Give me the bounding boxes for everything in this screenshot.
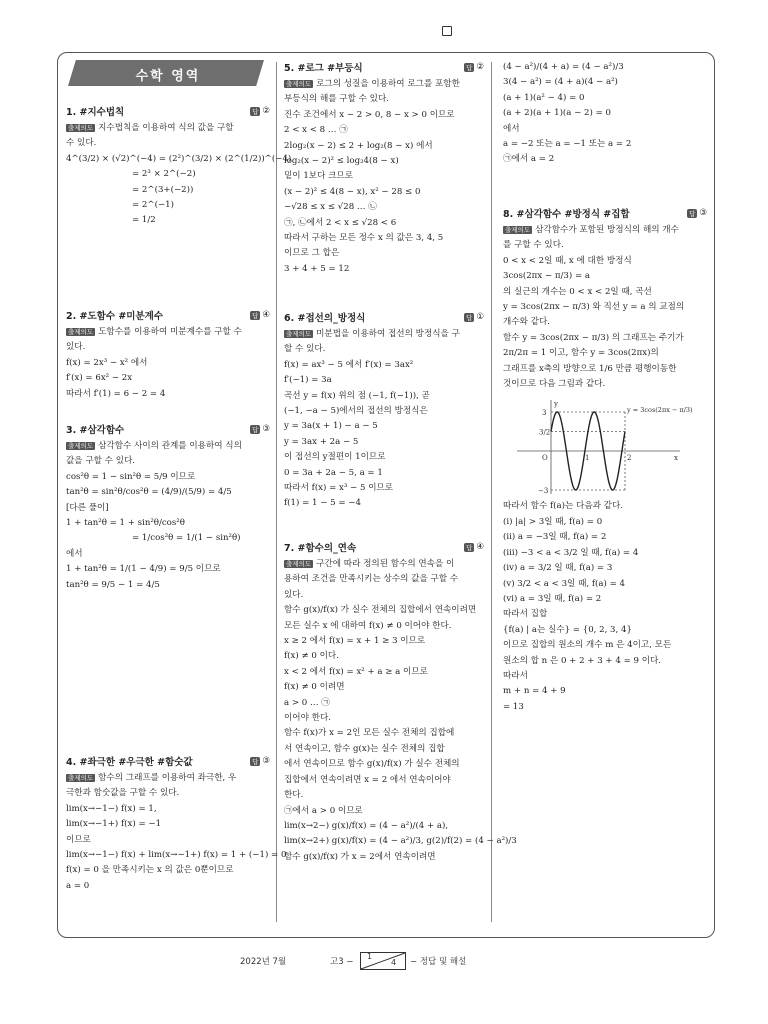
solution-line: 3 + 4 + 5 = 12 [284,263,350,274]
answer-label: 답 [252,311,259,320]
problem [284,60,484,277]
solution-line: 이므로 집합의 원소의 개수 m 은 4이고, 모든 [503,640,672,651]
answer-badge [250,424,270,434]
solution-line: ㉠에서 a > 0 이므로 [284,805,363,816]
solution-line: = 2^(−1) [132,200,174,211]
problem-header [66,104,270,118]
solution-line: a = 0 [66,880,90,891]
solution-line: lim(x→−1+) f(x) = −1 [66,819,162,830]
solution-line: 출제의도 구간에 따라 정의된 함수의 연속을 이 [286,559,455,569]
solution-line: = 1/cos²θ = 1/(1 − sin²θ) [132,533,241,544]
answer-badge [464,542,484,552]
problem-title: 1. #지수법칙 [66,107,125,118]
answer-value: ① [476,312,484,322]
solution-line: 값을 구할 수 있다. [66,456,136,467]
intent-tag: 출제의도 [68,124,94,132]
page-number: 1 [367,952,373,961]
solution-line: 0 = 3a + 2a − 5, a = 1 [284,467,383,478]
solution-line: 4^(3/2) × (√2)^(−4) = (2²)^(3/2) × (2^(1/2))^(−4) [66,153,292,164]
solution-line: f′(x) = 6x² − 2x [66,373,133,384]
solution-line: 1 + tan²θ = 1/(1 − 4/9) = 9/5 이므로 [66,564,221,575]
solution-line: f(x) = 2x³ − x² 에서 [66,357,148,368]
solution-line: a > 0 … ㉠ [284,697,330,708]
solution-line: y = 3ax + 2a − 5 [284,436,359,447]
solution-line: x < 2 에서 f(x) = x² + a ≥ a 이므로 [284,666,428,677]
section-banner [66,60,270,86]
problem-header [284,540,484,554]
solution-line: 함수 g(x)/f(x) 가 실수 전체의 집합에서 연속이려면 [284,605,477,616]
problem-title: 5. #로그 #부등식 [284,63,363,74]
y-axis-label: y [554,400,558,409]
y-tick-label: 3/2 [539,428,551,437]
solution-line: y = 3a(x + 1) − a − 5 [284,421,378,432]
solution-line: 따라서 f′(1) = 6 − 2 = 4 [66,388,166,399]
answer-label: 답 [252,425,259,434]
problem [66,308,270,402]
solution-line: lim(x→2−) g(x)/f(x) = (4 − a²)/(4 + a), [284,820,449,831]
solution-line: 따라서 [503,670,528,681]
solution-line: (ⅱ) a = −3일 때, f(a) = 2 [503,532,607,543]
solution-line: y = 3cos(2πx − π/3) 와 직선 y = a 의 교점의 [503,302,685,313]
solution-line: log₂(x − 2)² ≤ log₂4(8 − x) [284,156,399,167]
intent-tag: 출제의도 [68,774,94,782]
solution-line: cos²θ = 1 − sin²θ = 5/9 이므로 [66,471,196,482]
solution-line: lim(x→2+) g(x)/f(x) = (4 − a²)/3, g(2)/f(2) = (4 − a²)/3 [284,836,517,847]
solution-line: (a + 2)(a + 1)(a − 2) = 0 [503,108,612,119]
solution-line: = 1/2 [132,215,156,226]
solution-line: 에서 [66,548,83,559]
answer-value: ③ [262,424,270,434]
problem [66,754,287,894]
intent-tag: 출제의도 [68,328,94,336]
column-divider [491,62,492,922]
problem [503,206,707,715]
solution-line: 따라서 집합 [503,609,548,620]
solution-line: 의 실근의 개수는 0 < x < 2일 때, 곡선 [503,286,652,297]
solution-line: f(1) = 1 − 5 = −4 [284,498,361,509]
x-tick-label: 1 [585,454,590,463]
answer-badge [464,312,484,322]
solution-line: 서 연속이고, 함수 g(x)는 실수 전체의 집합 [284,743,445,754]
solution-line: 밑이 1보다 크므로 [284,171,354,182]
solution-line: f′(−1) = 3a [284,375,332,386]
solution-line: [다른 풀이] [66,502,109,513]
answer-badge [250,106,270,116]
solution-line: 출제의도 삼각함수가 포함된 방정식의 해의 개수 [505,225,679,235]
intent-tag: 출제의도 [286,80,312,88]
solution-line: (ⅲ) −3 < a < 3/2 일 때, f(a) = 4 [503,547,639,558]
problem-title: 6. #접선의_방정식 [284,313,366,324]
solution-line: (ⅰ) |a| > 3일 때, f(a) = 0 [503,516,603,527]
solution-line: 에서 연속이므로 함수 g(x)/f(x) 가 실수 전체의 [284,759,460,770]
solution-line: 3(4 − a²) = (4 + a)(4 − a²) [503,77,618,88]
solution-line: 따라서 구하는 모든 정수 x 의 값은 3, 4, 5 [284,233,444,244]
answer-value: ④ [262,310,270,320]
solution-line: −√28 ≤ x ≤ √28 … ㉡ [284,202,377,213]
problem-header [503,206,707,220]
solution-line: 출제의도 함수의 그래프를 이용하여 좌극한, 우 [68,773,237,783]
y-tick-label: 3 [542,409,547,418]
solution-line: 할 수 있다. [284,344,326,355]
answer-label: 답 [466,313,473,322]
solution-line: 2π/2π = 1 이고, 함수 y = 3cos(2πx)의 [503,348,659,359]
solution-line: m + n = 4 + 9 [503,686,566,697]
solution-line: 2 < x < 8 … ㉠ [284,125,348,136]
solution-line: = 2^(3+(−2)) [132,184,194,195]
problem-header [284,310,484,324]
solution-line: 진수 조건에서 x − 2 > 0, 8 − x > 0 이므로 [284,109,455,120]
y-tick-label: −3 [538,487,549,496]
solution-line: 0 < x < 2일 때, x 에 대한 방정식 [503,255,632,266]
solution-line: f(x) ≠ 0 이려면 [284,682,345,693]
problem [66,104,292,229]
solution-line: 부등식의 해를 구할 수 있다. [284,94,389,105]
solution-line: 2log₂(x − 2) ≤ 2 + log₂(8 − x) 에서 [284,140,433,151]
solution-line: 를 구할 수 있다. [503,240,564,251]
solution-line: 이어야 한다. [284,713,331,724]
intent-tag: 출제의도 [286,330,312,338]
solution-line: 출제의도 로그의 성질을 이용하여 로그를 포함한 [286,79,460,89]
solution-line: 있다. [66,342,86,353]
curve-label: y = 3cos(2πx − π/3) [627,406,693,415]
solution-line: tan²θ = sin²θ/cos²θ = (4/9)/(5/9) = 4/5 [66,487,232,498]
problem-title: 8. #삼각함수 #방정식 #집합 [503,209,630,220]
solution-line: 함수 f(x)가 x = 2인 모든 실수 전체의 집합에 [284,728,455,739]
solution-line: f(x) = 0 을 만족시키는 x 의 값은 0뿐이므로 [66,865,234,876]
solution-line: (x − 2)² ≤ 4(8 − x), x² − 28 ≤ 0 [284,186,421,197]
footer-suffix: − 정답 및 해설 [410,957,467,967]
intent-tag: 출제의도 [505,226,531,234]
solution-line: 출제의도 도함수를 이용하여 미분계수를 구할 수 [68,327,242,337]
solution-line: (ⅳ) a = 3/2 일 때, f(a) = 3 [503,563,613,574]
intent-tag: 출제의도 [68,442,94,450]
solution-line: 극한과 함숫값을 구할 수 있다. [66,788,180,799]
solution-line: lim(x→−1−) f(x) + lim(x→−1+) f(x) = 1 + (−1) = 0 [66,850,287,861]
answer-badge [250,310,270,320]
solution-line: 이므로 그 합은 [284,248,340,259]
solution-line: 집합에서 연속이려면 x = 2 에서 연속이어야 [284,774,451,785]
solution-line: 1 + tan²θ = 1 + sin²θ/cos²θ [66,518,185,529]
solution-line: (a + 1)(a² − 4) = 0 [503,92,585,103]
origin-label: O [542,454,548,463]
page-number-box [360,952,406,970]
solution-line: 에서 [503,123,520,134]
column-1 [66,60,270,104]
solution-line: = 13 [503,701,524,712]
solution-line: (ⅴ) 3/2 < a < 3일 때, f(a) = 4 [503,578,625,589]
answer-label: 답 [689,209,696,218]
solution-line: lim(x→−1−) f(x) = 1, [66,803,157,814]
problem [66,422,270,593]
problem-header [66,754,270,768]
solution-line: ㉠, ㉡에서 2 < x ≤ √28 < 6 [284,217,397,228]
answer-badge [464,62,484,72]
answer-label: 답 [252,107,259,116]
solution-line: 3cos(2πx − π/3) = a [503,271,590,282]
solution-line: x ≥ 2 에서 f(x) = x + 1 ≥ 3 이므로 [284,636,426,647]
solution-line: 곡선 y = f(x) 위의 점 (−1, f(−1)), 곧 [284,390,430,401]
answer-label: 답 [252,757,259,766]
problem-header [66,308,270,322]
square-icon [442,26,452,36]
intent-tag: 출제의도 [286,560,312,568]
solution-line: 용하여 조건을 만족시키는 상수의 값을 구할 수 [284,574,459,585]
problem-title: 3. #삼각함수 [66,425,125,436]
footer-date: 2022년 7월 [240,957,287,967]
solution-line: 것이므로 다음 그림과 같다. [503,379,606,390]
answer-badge [687,208,707,218]
problem [503,60,707,168]
problem [284,310,484,512]
solution-line: 따라서 함수 f(a)는 다음과 같다. [503,501,623,512]
solution-line: 함수 y = 3cos(2πx − π/3) 의 그래프는 주기가 [503,332,684,343]
solution-line: 출제의도 지수법칙을 이용하여 식의 값을 구할 [68,123,234,133]
problem-header [66,422,270,436]
solution-line: 따라서 f(x) = x³ − 5 이므로 [284,483,394,494]
solution-line: 이 접선의 y절편이 1이므로 [284,452,386,463]
solution-line: 이므로 [66,834,91,845]
section-title: 수학 영역 [135,69,201,84]
x-axis-label: x [674,454,678,463]
solution-line: 함수 g(x)/f(x) 가 x = 2에서 연속이려면 [284,851,436,862]
footer-grade: 고3 − [330,957,354,967]
solution-line: tan²θ = 9/5 − 1 = 4/5 [66,579,160,590]
solution-line: 한다. [284,790,304,801]
problem-title: 2. #도함수 #미분계수 [66,311,163,322]
problem-title: 4. #좌극한 #우극한 #함숫값 [66,757,193,768]
answer-value: ④ [476,542,484,552]
solution-line: (ⅵ) a = 3일 때, f(a) = 2 [503,593,602,604]
column-divider [276,62,277,922]
solution-line: 개수와 같다. [503,317,550,328]
page-total: 4 [391,958,397,967]
answer-value: ③ [262,756,270,766]
solution-line: 원소의 합 n 은 0 + 2 + 3 + 4 = 9 이다. [503,655,662,666]
solution-line: 수 있다. [66,138,97,149]
answer-value: ③ [699,208,707,218]
solution-line: = 2³ × 2^(−2) [132,169,196,180]
answer-label: 답 [466,63,473,72]
solution-line: {f(a) | a는 실수} = {0, 2, 3, 4} [503,624,632,635]
solution-line: (−1, −a − 5)에서의 접선의 방정식은 [284,406,428,417]
solution-line: a = −2 또는 a = −1 또는 a = 2 [503,139,632,150]
problem-title: 7. #함수의_연속 [284,543,357,554]
solution-line: 모든 실수 x 에 대하여 f(x) ≠ 0 이어야 한다. [284,620,452,631]
solution-line: ㉠에서 a = 2 [503,154,555,165]
solution-line: 출제의도 미분법을 이용하여 접선의 방정식을 구 [286,329,460,339]
answer-badge [250,756,270,766]
solution-line: (4 − a²)/(4 + a) = (4 − a²)/3 [503,62,624,72]
solution-line: 있다. [284,589,304,600]
cosine-graph [509,396,693,496]
solution-line: 출제의도 삼각함수 사이의 관계를 이용하여 식의 [68,441,242,451]
x-tick-label: 2 [627,454,632,463]
solution-line: f(x) ≠ 0 이다. [284,651,339,662]
answer-value: ② [262,106,270,116]
solution-line: f(x) = ax³ − 5 에서 f′(x) = 3ax² [284,359,414,370]
answer-label: 답 [466,543,473,552]
answer-value: ② [476,62,484,72]
problem-header [284,60,484,74]
solution-line: 그래프를 x축의 방향으로 1/6 만큼 평행이동한 [503,363,677,374]
